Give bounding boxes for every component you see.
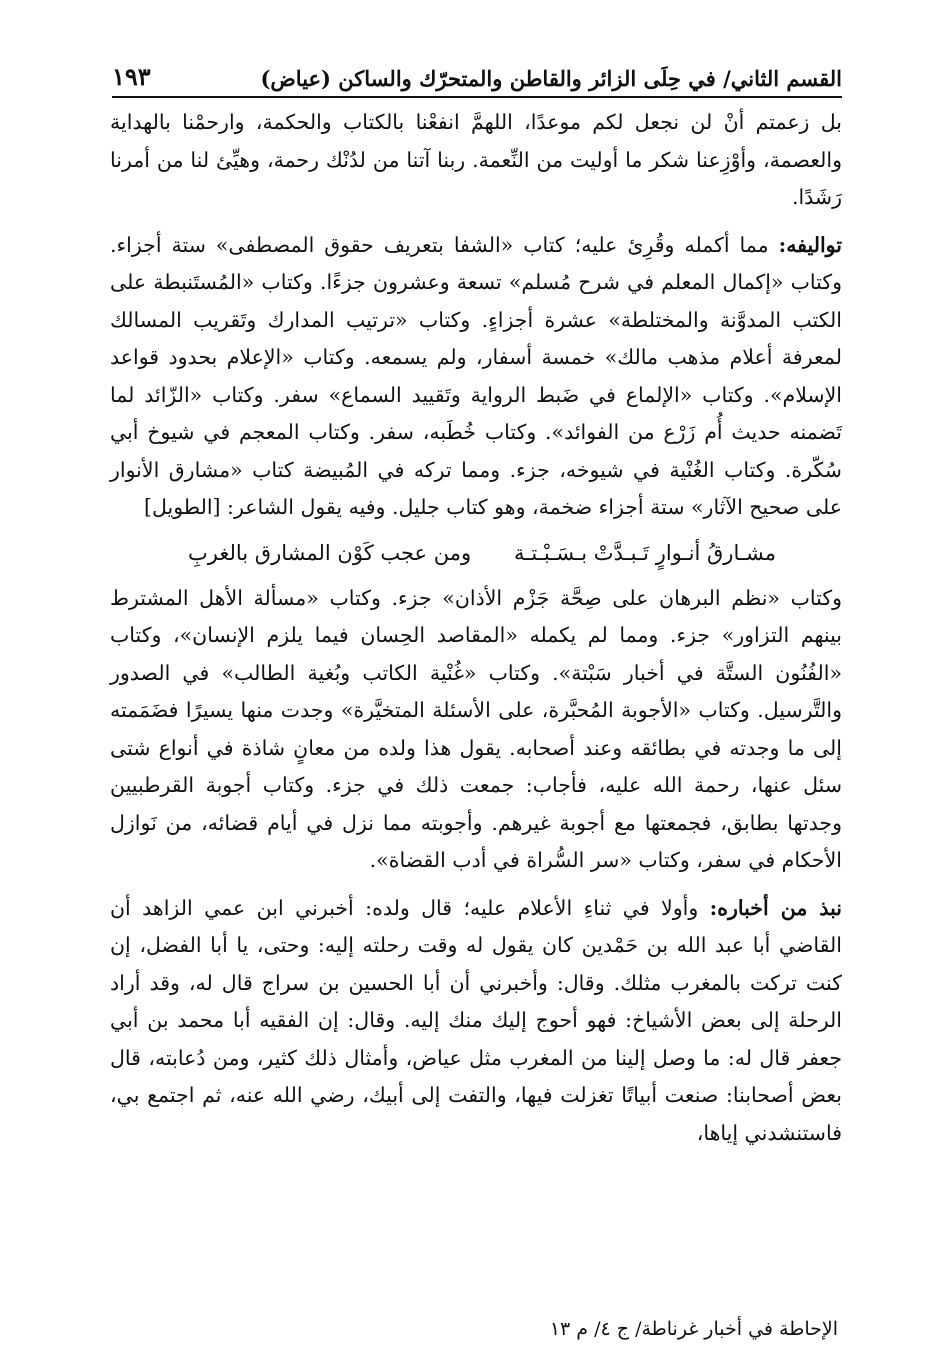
paragraph-text: مما أكمله وقُرِئ عليه؛ كتاب «الشفا بتعريف حقوق المصطفى» ستة أجزاء. وكتاب «إكمال المعلم في شرح مُسلم» تسعة وعشرون جزءًا. وكتاب «المُستَنبطة على الكتب المدوَّنة والمختلطة» عشرة أجزاءٍ. وكتاب «ترتيب المدارك وتَقريب المسالك لمعرفة أعلام مذهب مالك» خمسة أسفار، ولم يسمعه. وكتاب «الإعلام بحدود قواعد الإسلام». وكتاب «الإلماع في ضَبط الرواية وتَقييد السماع» سفر. وكتاب «الزّائد لما تَضمنه حديث أُم زَرْع من الفوائد». وكتاب خُطَبه، سفر. وكتاب المعجم في شيوخ أبي سُكّرة. وكتاب الغُنْية في شيوخه، جزء. ومما تركه في المُبيضة كتاب «مشارق الأنوار على صحيح الآثار» ستة أجزاء ضخمة، وهو كتاب جليل. وفيه يقول الشاعر: [الطويل]	[110, 232, 842, 519]
paragraph-text: وأولا في ثناءِ الأعلام عليه؛ قال ولده: أخبرني ابن عمي الزاهد أن القاضي أبا عبد الله بن حَمْدين كان يقول له وقت رحلته إليه: وحتى، يا أبا الفضل، إن كنت تركت بالمغرب مثلك. وقال: وأخبرني أن أبا الحسين بن سراج قال له، وقد أراد الرحلة إلى بعض الأشياخ: فهو أحوج إليك منك إليه. وقال: إن الفقيه أبا محمد بن أبي جعفر قال له: ما وصل إلينا من المغرب مثل عياض، وأمثال ذلك كثير، ومن دُعابته، قال بعض أصحابنا: صنعت أبياتًا تغزلت فيها، والتفت إلى أبيك، رضي الله عنه، ثم اجتمع بي، فاستنشدني إياها،	[110, 895, 842, 1145]
paragraph-anecdotes	[110, 890, 842, 1153]
verse-first-hemistich: مشـارقُ أنـوارٍ تَـبـدَّتْ بـسَـبْـتـة	[513, 540, 776, 565]
paragraph-text: بل زعمتم أنْ لن نجعل لكم موعدًا، اللهمَّ انفعْنا بالكتاب والحكمة، وارحمْنا بالهداية والعصمة، وأوْزِعنا شكر ما أوليت من النِّعمة. ربنا آتنا من لدُنْك رحمة، وهيِّئ لنا من أمرنا رَشَدًا.	[110, 110, 842, 209]
running-title: القسم الثاني/ في حِلَى الزائر والقاطن والمتحرّك والساكن (عياض)	[260, 65, 842, 91]
poem-verse	[110, 527, 842, 580]
section-lead-works: تواليفه:	[778, 232, 842, 257]
section-lead-anecdotes: نبذ من أخباره:	[709, 895, 842, 920]
running-header	[112, 50, 842, 98]
page-number: ١٩٣	[112, 61, 151, 91]
verse-second-hemistich: ومن عجب كَوْن المشارق بالغربِ	[188, 540, 472, 565]
paragraph-more-works	[110, 580, 842, 880]
paragraph-text: وكتاب «نظم البرهان على صِحَّة جَزْم الأذان» جزء. وكتاب «مسألة الأهل المشترط بينهم التزاور» جزء. ومما لم يكمله «المقاصد الحِسان فيما يلزم الإنسان»، وكتاب «الفُنُون الستَّة في أخبار سَبْتة». وكتاب «غُنْية الكاتب وبُغية الطالب» في الصدور والتَّرسيل. وكتاب «الأجوبة المُحبَّرة، على الأسئلة المتخيَّرة» وجدت منها يسيرًا فضَمَمته إلى ما وجدته في بطائقه وعند أصحابه. يقول هذا ولده من معانٍ شاذة في أنواع شتى سئل عنها، رحمة الله عليه، فأجاب: جمعت ذلك في جزء. وكتاب أجوبة القرطبيين وجدتها بطابق، فجمعتها مع أجوبة غيرهم. وأجوبته مما نزل في أيام قضائه، من نَوازل الأحكام في سفر، وكتاب «سر السُّراة في أدب القضاة».	[110, 585, 842, 872]
footer-signature: الإحاطة في أخبار غرناطة/ ج ٤/ م ١٣	[549, 1318, 838, 1340]
paragraph-works	[110, 227, 842, 527]
paragraph-closing-prayer	[110, 104, 842, 217]
main-text	[110, 104, 842, 1152]
